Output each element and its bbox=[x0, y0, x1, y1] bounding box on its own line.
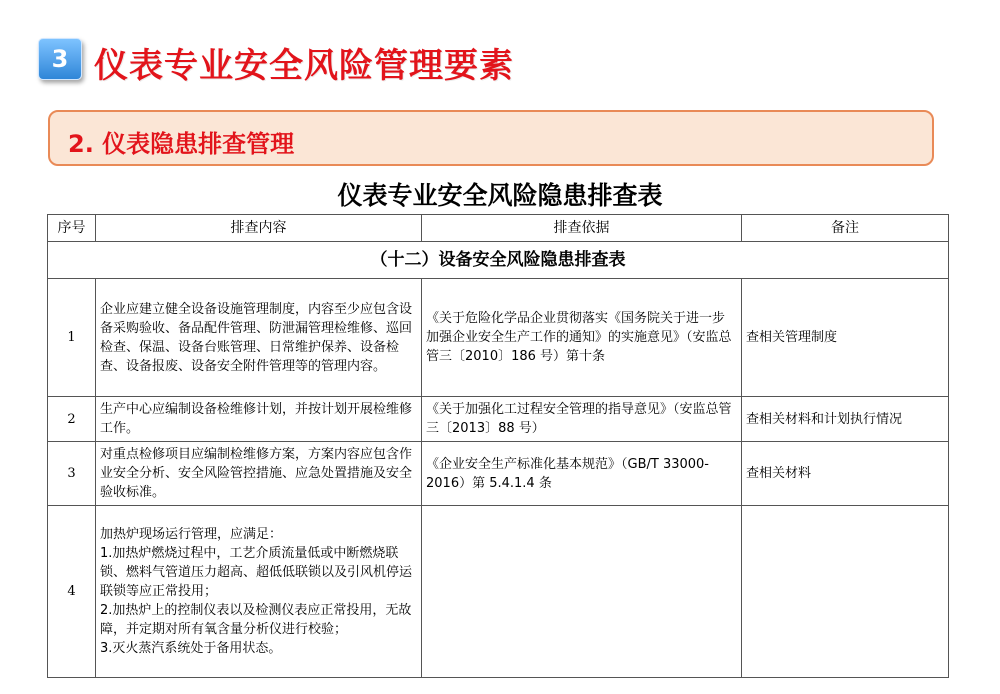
table-subheader: （十二）设备安全风险隐患排查表 bbox=[48, 242, 949, 279]
table-row bbox=[48, 397, 949, 442]
content-line: 3.灭火蒸汽系统处于备用状态。 bbox=[100, 641, 282, 656]
badge-number: 3 bbox=[51, 45, 69, 73]
content-line: 加热炉现场运行管理，应满足： bbox=[100, 527, 283, 542]
column-header-note: 备注 bbox=[742, 215, 949, 242]
table-row bbox=[48, 506, 949, 678]
content-line: 2.加热炉上的控制仪表以及检测仪表应正常投用，无故障，并定期对所有氧含量分析仪进行校验； bbox=[100, 603, 412, 637]
row-content: 生产中心应编制设备检维修计划，并按计划开展检维修工作。 bbox=[96, 397, 422, 442]
table-subheader-row bbox=[48, 242, 949, 279]
row-content: 企业应建立健全设备设施管理制度，内容至少应包含设备采购验收、备品配件管理、防泄漏管理检维修、巡回检查、保温、设备台账管理、日常维护保养、设备检查、设备报废、设备安全附件管理等的管理内容。 bbox=[96, 279, 422, 397]
row-note: 查相关材料 bbox=[742, 442, 949, 506]
row-note: 查相关材料和计划执行情况 bbox=[742, 397, 949, 442]
table-row bbox=[48, 442, 949, 506]
row-number: 2 bbox=[48, 397, 96, 442]
row-number: 4 bbox=[48, 506, 96, 678]
inspection-table bbox=[47, 214, 949, 678]
row-number: 1 bbox=[48, 279, 96, 397]
content-line: 1.加热炉燃烧过程中，工艺介质流量低或中断燃烧联锁、燃料气管道压力超高、超低低联锁以及引风机停运联锁等应正常投用； bbox=[100, 546, 413, 599]
table-title: 仪表专业安全风险隐患排查表 bbox=[337, 181, 663, 210]
column-header-number: 序号 bbox=[48, 215, 96, 242]
table-row bbox=[48, 279, 949, 397]
row-content: 对重点检修项目应编制检维修方案，方案内容应包含作业安全分析、安全风险管控措施、应急处置措施及安全验收标准。 bbox=[96, 442, 422, 506]
row-basis: 《关于加强化工过程安全管理的指导意见》（安监总管三〔2013〕88 号） bbox=[422, 397, 742, 442]
row-note bbox=[742, 506, 949, 678]
table-header-row bbox=[48, 215, 949, 242]
row-content bbox=[96, 506, 422, 678]
section-title: 2. 仪表隐患排查管理 bbox=[68, 130, 295, 158]
row-note: 查相关管理制度 bbox=[742, 279, 949, 397]
row-basis: 《关于危险化学品企业贯彻落实《国务院关于进一步加强企业安全生产工作的通知》的实施意见》（安监总管三〔2010〕186 号）第十条 bbox=[422, 279, 742, 397]
section-number-badge bbox=[38, 38, 82, 80]
row-number: 3 bbox=[48, 442, 96, 506]
row-basis: 《企业安全生产标准化基本规范》（GB/T 33000-2016）第 5.4.1.4 条 bbox=[422, 442, 742, 506]
column-header-basis: 排查依据 bbox=[422, 215, 742, 242]
column-header-content: 排查内容 bbox=[96, 215, 422, 242]
section-banner bbox=[48, 110, 934, 166]
page-title: 仪表专业安全风险管理要素 bbox=[94, 46, 514, 86]
row-basis bbox=[422, 506, 742, 678]
